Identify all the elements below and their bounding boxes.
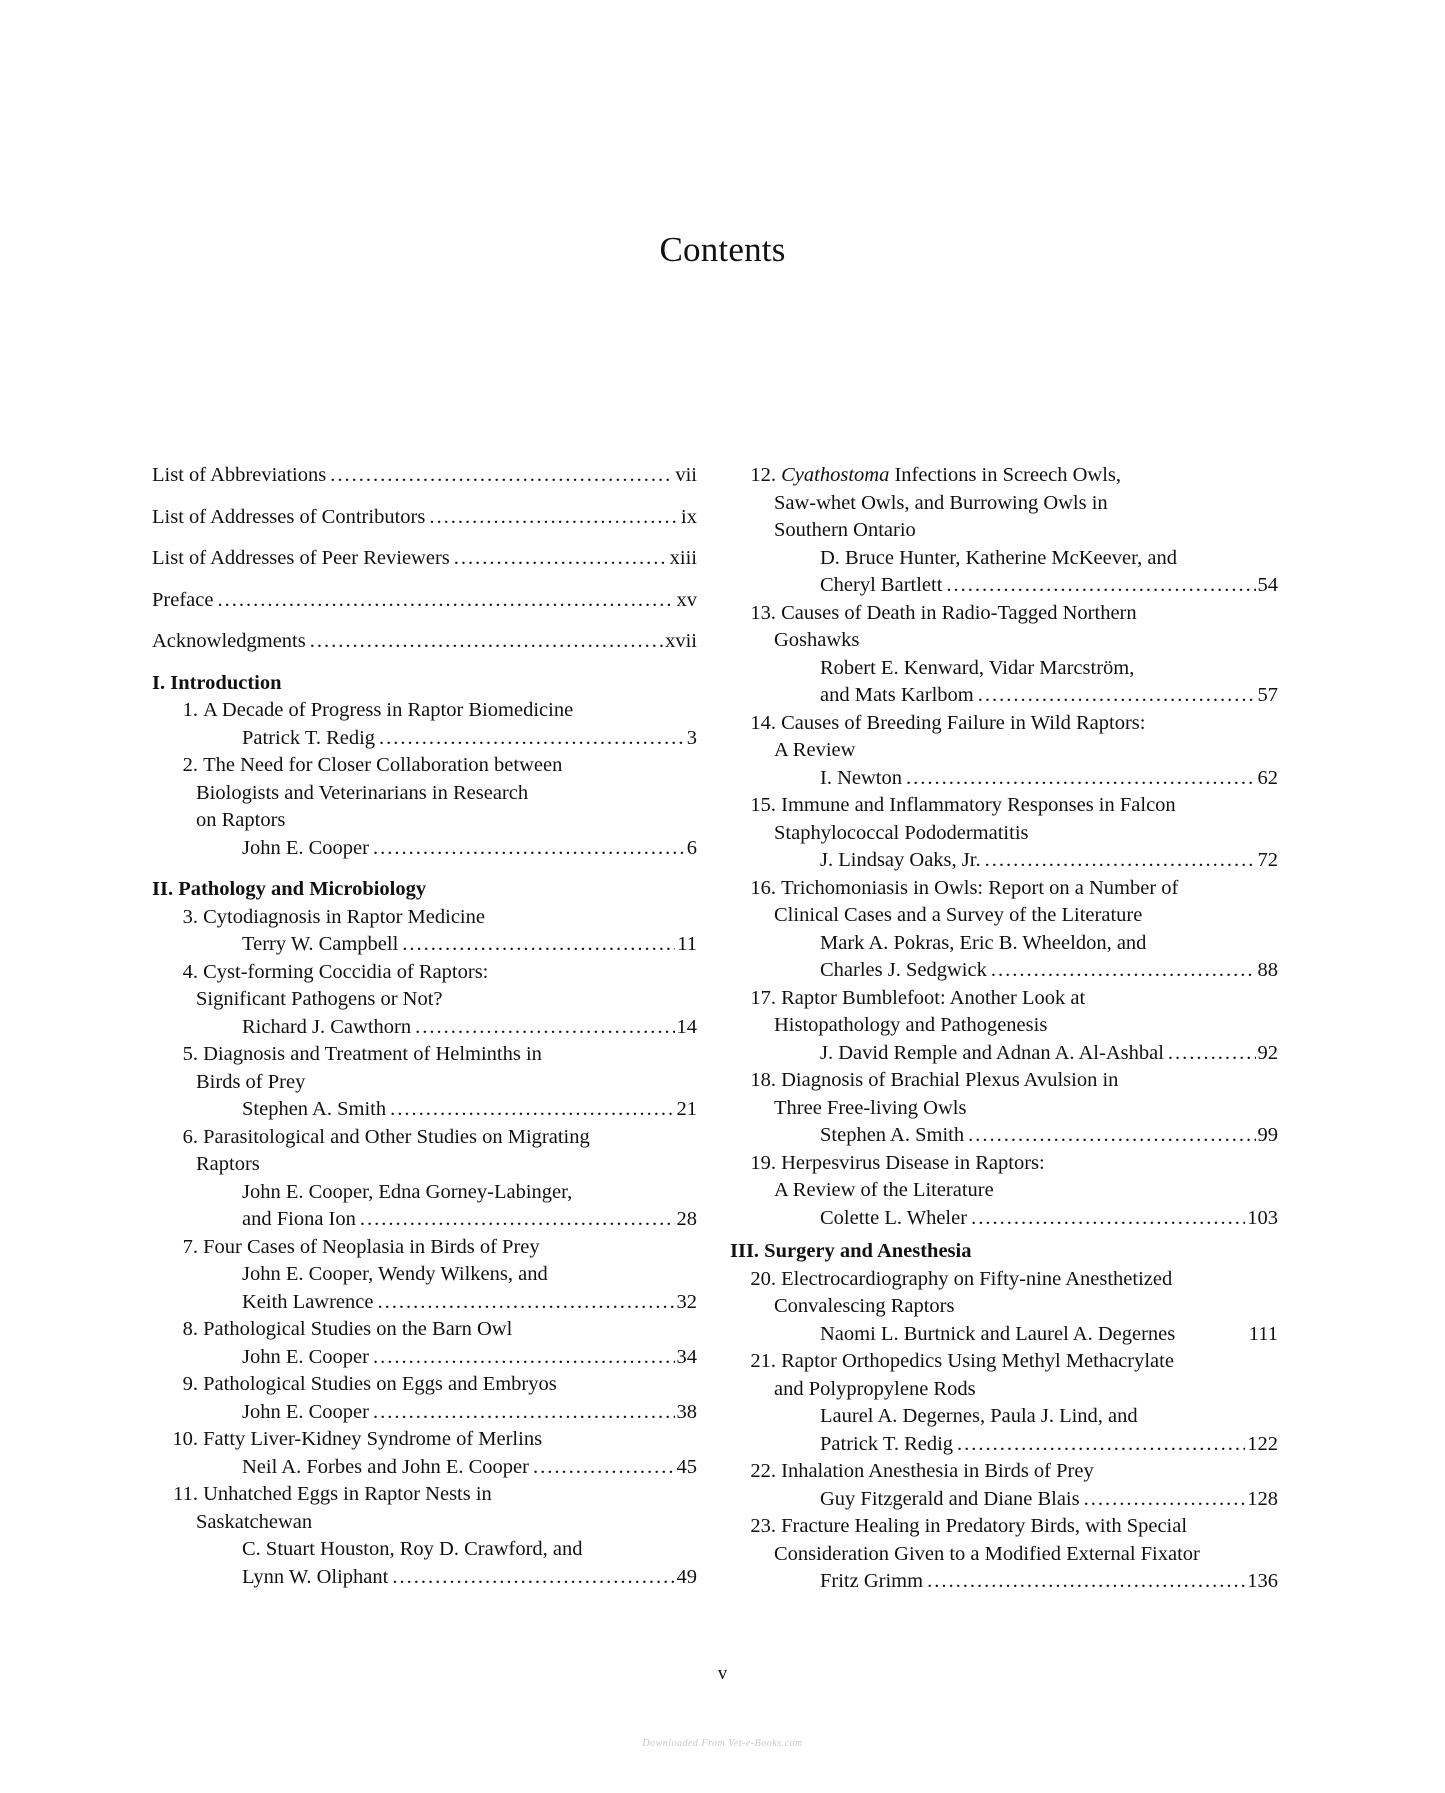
toc-chapter-entry[interactable]: 13. Causes of Death in Radio-Tagged Northern Goshawks Robert E. Kenward, Vidar Marcström, and Mats Karlbom ..... 57 <box>730 600 1278 710</box>
toc-chapter-entry[interactable]: 7. Four Cases of Neoplasia in Birds of Prey John E. Cooper, Wendy Wilkens, and Keith Lawrence ..... 32 <box>152 1234 697 1317</box>
toc-front-matter-item[interactable]: List of Addresses of Peer Reviewers ..... xiii <box>152 545 697 573</box>
toc-chapter-entry[interactable]: 11. Unhatched Eggs in Raptor Nests in Saskatchewan C. Stuart Houston, Roy D. Crawford, and Lynn W. Oliphant ..... 49 <box>152 1481 697 1591</box>
toc-chapter-entry[interactable]: 9. Pathological Studies on Eggs and Embryos John E. Cooper ..... 38 <box>152 1371 697 1426</box>
section-heading: III. Surgery and Anesthesia <box>730 1240 972 1262</box>
page-title: Contents <box>659 230 786 269</box>
toc-right-column <box>730 462 1278 1596</box>
section-heading: II. Pathology and Microbiology <box>152 878 427 900</box>
toc-chapter-entry[interactable]: 19. Herpesvirus Disease in Raptors: A Review of the Literature Colette L. Wheler ..... 103 <box>730 1150 1278 1233</box>
toc-chapter-entry[interactable]: 6. Parasitological and Other Studies on Migrating Raptors John E. Cooper, Edna Gorney-Labinger, and Fiona Ion ..... 28 <box>152 1124 697 1234</box>
toc-chapter-entry[interactable]: 17. Raptor Bumblefoot: Another Look at Histopathology and Pathogenesis J. David Remple and Adnan A. Al-Ashbal ..... 92 <box>730 985 1278 1068</box>
toc-chapter-entry[interactable]: 21. Raptor Orthopedics Using Methyl Methacrylate and Polypropylene Rods Laurel A. Degernes, Paula J. Lind, and Patrick T. Redig ..... 122 <box>730 1348 1278 1458</box>
watermark: Downloaded From Vet-e-Books.com <box>642 1738 803 1749</box>
toc-left-column <box>152 462 697 1591</box>
toc-chapter-entry[interactable]: 23. Fracture Healing in Predatory Birds, with Special Consideration Given to a Modified External Fixator Fritz Grimm ..... 136 <box>730 1513 1278 1596</box>
toc-chapter-entry[interactable]: 22. Inhalation Anesthesia in Birds of Prey Guy Fitzgerald and Diane Blais ..... 128 <box>730 1458 1278 1513</box>
toc-chapter-entry[interactable]: 15. Immune and Inflammatory Responses in Falcon Staphylococcal Pododermatitis J. Lindsay Oaks, Jr. ..... 72 <box>730 792 1278 875</box>
toc-chapter-entry[interactable]: 4. Cyst-forming Coccidia of Raptors: Significant Pathogens or Not? Richard J. Cawthorn ..... 14 <box>152 959 697 1042</box>
toc-front-matter-item[interactable]: List of Abbreviations ..... vii <box>152 462 697 490</box>
section-heading: I. Introduction <box>152 671 282 694</box>
toc-chapter-entry[interactable]: 10. Fatty Liver-Kidney Syndrome of Merlins Neil A. Forbes and John E. Cooper ..... 45 <box>152 1426 697 1481</box>
toc-chapter-entry[interactable]: 1. A Decade of Progress in Raptor Biomedicine Patrick T. Redig ..... 3 <box>152 697 697 752</box>
toc-chapter-entry[interactable]: 2. The Need for Closer Collaboration between Biologists and Veterinarians in Research on Raptors John E. Cooper ..... 6 <box>152 752 697 862</box>
toc-chapter-entry[interactable]: 18. Diagnosis of Brachial Plexus Avulsion in Three Free-living Owls Stephen A. Smith ..... 99 <box>730 1067 1278 1150</box>
toc-chapter-entry[interactable]: 20. Electrocardiography on Fifty-nine Anesthetized Convalescing Raptors Naomi L. Burtnick and Laurel A. Degernes 111 <box>750 1267 1278 1345</box>
toc-chapter-entry[interactable]: 5. Diagnosis and Treatment of Helminths in Birds of Prey Stephen A. Smith ..... 21 <box>152 1041 697 1124</box>
toc-chapter-entry[interactable]: 16. Trichomoniasis in Owls: Report on a Number of Clinical Cases and a Survey of the Literature Mark A. Pokras, Eric B. Wheeldon, and Charles J. Sedgwick ..... 88 <box>730 875 1278 985</box>
toc-chapter-entry[interactable]: 12. Cyathostoma Infections in Screech Owls, Saw-whet Owls, and Burrowing Owls in Southern Ontario D. Bruce Hunter, Katherine McKeever, and Cheryl Bartlett ..... 54 <box>730 462 1278 600</box>
toc-chapter-entry[interactable]: 3. Cytodiagnosis in Raptor Medicine Terry W. Campbell ..... 11 <box>152 904 697 959</box>
toc-front-matter-item[interactable]: Acknowledgments ..... xvii <box>152 628 697 656</box>
toc-front-matter-item[interactable]: Preface ..... xv <box>152 587 697 615</box>
page-number: v <box>717 1663 728 1684</box>
toc-front-matter-item[interactable]: List of Addresses of Contributors ..... ix <box>152 504 697 532</box>
toc-chapter-entry[interactable]: 14. Causes of Breeding Failure in Wild Raptors: A Review I. Newton ..... 62 <box>730 710 1278 793</box>
toc-chapter-entry[interactable]: 8. Pathological Studies on the Barn Owl John E. Cooper ..... 34 <box>152 1316 697 1371</box>
